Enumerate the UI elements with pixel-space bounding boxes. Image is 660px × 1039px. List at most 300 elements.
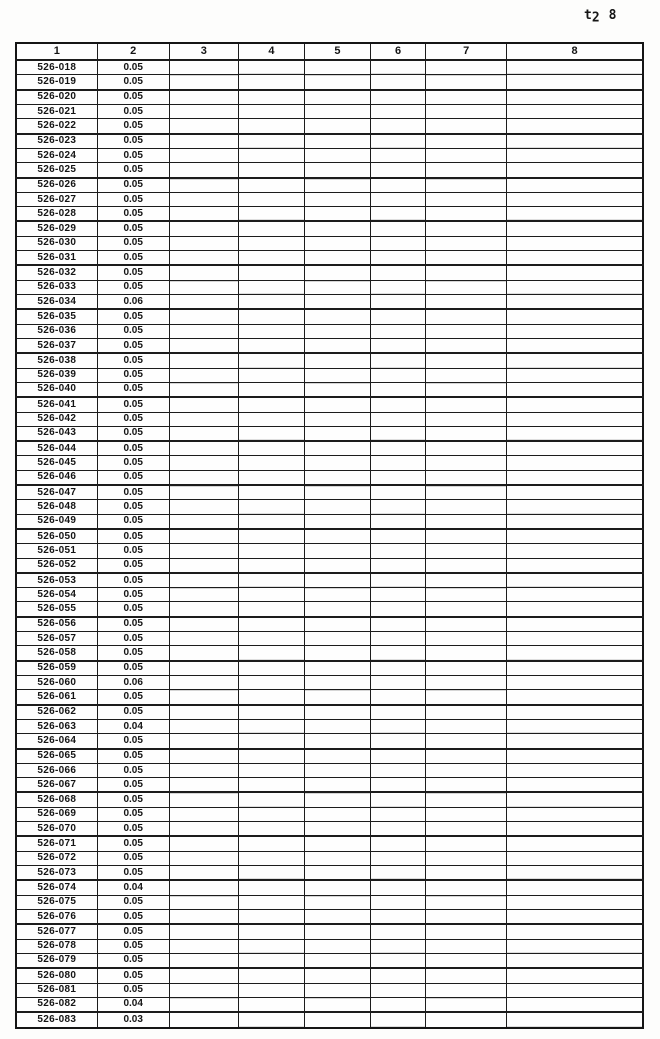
empty-cell	[371, 690, 426, 705]
empty-cell	[304, 236, 370, 250]
empty-cell	[238, 382, 304, 397]
empty-cell	[371, 880, 426, 895]
table-row	[16, 485, 643, 500]
value-cell: 0.05	[97, 207, 169, 222]
empty-cell	[426, 544, 507, 558]
empty-cell	[169, 324, 238, 338]
empty-cell	[238, 895, 304, 909]
empty-cell	[507, 558, 643, 573]
empty-cell	[238, 602, 304, 617]
empty-cell	[371, 807, 426, 821]
empty-cell	[304, 983, 370, 997]
empty-cell	[238, 1012, 304, 1028]
page-corner-label	[584, 8, 617, 26]
empty-cell	[426, 924, 507, 939]
table-row	[16, 734, 643, 749]
table-row	[16, 749, 643, 764]
empty-cell	[238, 265, 304, 280]
empty-cell	[304, 602, 370, 617]
empty-cell	[426, 749, 507, 764]
column-header-7: 7	[426, 43, 507, 60]
table-row	[16, 602, 643, 617]
value-cell: 0.05	[97, 368, 169, 382]
empty-cell	[371, 939, 426, 953]
empty-cell	[169, 880, 238, 895]
table-row	[16, 632, 643, 646]
table-row	[16, 617, 643, 632]
empty-cell	[169, 997, 238, 1012]
empty-cell	[169, 221, 238, 236]
empty-cell	[169, 865, 238, 880]
empty-cell	[371, 149, 426, 163]
sample-id-cell: 526-027	[16, 192, 97, 206]
value-cell: 0.05	[97, 309, 169, 324]
sample-id-cell: 526-067	[16, 778, 97, 793]
empty-cell	[169, 280, 238, 294]
empty-cell	[238, 280, 304, 294]
empty-cell	[371, 134, 426, 149]
empty-cell	[238, 792, 304, 807]
empty-cell	[507, 309, 643, 324]
table-row	[16, 368, 643, 382]
empty-cell	[238, 368, 304, 382]
empty-cell	[507, 822, 643, 837]
empty-cell	[238, 749, 304, 764]
table-row	[16, 646, 643, 661]
sample-id-cell: 526-019	[16, 75, 97, 90]
empty-cell	[426, 134, 507, 149]
empty-cell	[304, 251, 370, 266]
value-cell: 0.05	[97, 500, 169, 514]
empty-cell	[169, 719, 238, 733]
empty-cell	[371, 983, 426, 997]
table-row	[16, 412, 643, 426]
value-cell: 0.05	[97, 178, 169, 193]
empty-cell	[304, 778, 370, 793]
table-row	[16, 236, 643, 250]
empty-cell	[507, 149, 643, 163]
value-cell: 0.05	[97, 134, 169, 149]
empty-cell	[426, 792, 507, 807]
empty-cell	[371, 456, 426, 470]
empty-cell	[507, 705, 643, 720]
empty-cell	[507, 778, 643, 793]
empty-cell	[304, 470, 370, 485]
table-row	[16, 426, 643, 441]
empty-cell	[371, 163, 426, 178]
value-cell: 0.05	[97, 338, 169, 353]
empty-cell	[238, 207, 304, 222]
empty-cell	[371, 90, 426, 105]
empty-cell	[371, 865, 426, 880]
empty-cell	[371, 763, 426, 777]
value-cell: 0.05	[97, 149, 169, 163]
empty-cell	[304, 851, 370, 865]
empty-cell	[169, 573, 238, 588]
sample-id-cell: 526-038	[16, 353, 97, 368]
empty-cell	[507, 734, 643, 749]
empty-cell	[238, 617, 304, 632]
empty-cell	[371, 426, 426, 441]
empty-cell	[238, 90, 304, 105]
empty-cell	[238, 719, 304, 733]
value-cell: 0.05	[97, 588, 169, 602]
empty-cell	[426, 119, 507, 134]
empty-cell	[304, 207, 370, 222]
empty-cell	[371, 412, 426, 426]
table-row	[16, 997, 643, 1012]
empty-cell	[304, 485, 370, 500]
empty-cell	[304, 792, 370, 807]
table-row	[16, 456, 643, 470]
empty-cell	[426, 178, 507, 193]
empty-cell	[238, 441, 304, 456]
value-cell: 0.05	[97, 763, 169, 777]
table-row	[16, 163, 643, 178]
value-cell: 0.05	[97, 485, 169, 500]
sample-id-cell: 526-048	[16, 500, 97, 514]
value-cell: 0.05	[97, 851, 169, 865]
empty-cell	[169, 500, 238, 514]
value-cell: 0.05	[97, 836, 169, 851]
empty-cell	[304, 514, 370, 529]
value-cell: 0.05	[97, 939, 169, 953]
empty-cell	[371, 353, 426, 368]
empty-cell	[371, 500, 426, 514]
empty-cell	[426, 236, 507, 250]
empty-cell	[169, 617, 238, 632]
value-cell: 0.05	[97, 983, 169, 997]
empty-cell	[169, 178, 238, 193]
empty-cell	[426, 953, 507, 968]
empty-cell	[426, 368, 507, 382]
empty-cell	[426, 968, 507, 983]
empty-cell	[169, 836, 238, 851]
empty-cell	[238, 705, 304, 720]
empty-cell	[507, 163, 643, 178]
value-cell: 0.05	[97, 412, 169, 426]
sample-id-cell: 526-042	[16, 412, 97, 426]
empty-cell	[426, 895, 507, 909]
empty-cell	[426, 75, 507, 90]
table-row	[16, 192, 643, 206]
sample-id-cell: 526-064	[16, 734, 97, 749]
table-row	[16, 470, 643, 485]
empty-cell	[371, 60, 426, 75]
empty-cell	[507, 690, 643, 705]
empty-cell	[371, 646, 426, 661]
empty-cell	[507, 90, 643, 105]
empty-cell	[304, 149, 370, 163]
empty-cell	[169, 207, 238, 222]
empty-cell	[304, 294, 370, 309]
empty-cell	[238, 353, 304, 368]
value-cell: 0.05	[97, 470, 169, 485]
table-row	[16, 324, 643, 338]
empty-cell	[304, 690, 370, 705]
column-header-2: 2	[97, 43, 169, 60]
sample-id-cell: 526-044	[16, 441, 97, 456]
empty-cell	[426, 865, 507, 880]
sample-id-cell: 526-058	[16, 646, 97, 661]
sample-id-cell: 526-024	[16, 149, 97, 163]
sample-id-cell: 526-063	[16, 719, 97, 733]
table-row	[16, 178, 643, 193]
empty-cell	[371, 119, 426, 134]
empty-cell	[426, 558, 507, 573]
empty-cell	[426, 880, 507, 895]
empty-cell	[304, 909, 370, 924]
value-cell: 0.05	[97, 90, 169, 105]
empty-cell	[238, 178, 304, 193]
empty-cell	[426, 265, 507, 280]
empty-cell	[169, 1012, 238, 1028]
value-cell: 0.05	[97, 749, 169, 764]
column-header-4: 4	[238, 43, 304, 60]
empty-cell	[371, 368, 426, 382]
empty-cell	[371, 470, 426, 485]
empty-cell	[426, 280, 507, 294]
empty-cell	[371, 968, 426, 983]
empty-cell	[169, 968, 238, 983]
value-cell: 0.05	[97, 456, 169, 470]
empty-cell	[238, 470, 304, 485]
empty-cell	[304, 90, 370, 105]
empty-cell	[371, 705, 426, 720]
empty-cell	[371, 822, 426, 837]
empty-cell	[507, 324, 643, 338]
empty-cell	[304, 75, 370, 90]
empty-cell	[371, 632, 426, 646]
value-cell: 0.05	[97, 822, 169, 837]
table-row	[16, 149, 643, 163]
empty-cell	[426, 983, 507, 997]
empty-cell	[304, 646, 370, 661]
table-row	[16, 251, 643, 266]
sample-id-cell: 526-072	[16, 851, 97, 865]
table-row	[16, 441, 643, 456]
sample-id-cell: 526-020	[16, 90, 97, 105]
sample-id-cell: 526-030	[16, 236, 97, 250]
empty-cell	[426, 807, 507, 821]
empty-cell	[238, 412, 304, 426]
sample-id-cell: 526-022	[16, 119, 97, 134]
empty-cell	[238, 953, 304, 968]
empty-cell	[169, 382, 238, 397]
empty-cell	[507, 646, 643, 661]
empty-cell	[169, 265, 238, 280]
sample-id-cell: 526-081	[16, 983, 97, 997]
table-row	[16, 294, 643, 309]
empty-cell	[371, 836, 426, 851]
table-row	[16, 60, 643, 75]
table-row	[16, 822, 643, 837]
empty-cell	[426, 763, 507, 777]
table-row	[16, 1012, 643, 1028]
sample-id-cell: 526-075	[16, 895, 97, 909]
table-row	[16, 338, 643, 353]
empty-cell	[426, 412, 507, 426]
empty-cell	[169, 807, 238, 821]
empty-cell	[169, 602, 238, 617]
empty-cell	[304, 676, 370, 690]
column-header-8: 8	[507, 43, 643, 60]
empty-cell	[238, 529, 304, 544]
empty-cell	[371, 734, 426, 749]
empty-cell	[507, 353, 643, 368]
sample-id-cell: 526-076	[16, 909, 97, 924]
sample-id-cell: 526-032	[16, 265, 97, 280]
empty-cell	[169, 192, 238, 206]
empty-cell	[238, 661, 304, 676]
empty-cell	[238, 573, 304, 588]
corner-label-number: 8	[608, 8, 617, 23]
sample-id-cell: 526-082	[16, 997, 97, 1012]
empty-cell	[169, 163, 238, 178]
empty-cell	[371, 485, 426, 500]
empty-cell	[371, 75, 426, 90]
empty-cell	[507, 880, 643, 895]
empty-cell	[238, 294, 304, 309]
empty-cell	[169, 544, 238, 558]
table-row	[16, 661, 643, 676]
empty-cell	[169, 412, 238, 426]
empty-cell	[507, 441, 643, 456]
empty-cell	[371, 617, 426, 632]
empty-cell	[426, 602, 507, 617]
column-header-3: 3	[169, 43, 238, 60]
empty-cell	[238, 514, 304, 529]
value-cell: 0.05	[97, 60, 169, 75]
value-cell: 0.03	[97, 1012, 169, 1028]
table-row	[16, 705, 643, 720]
empty-cell	[169, 309, 238, 324]
empty-cell	[371, 558, 426, 573]
empty-cell	[304, 924, 370, 939]
value-cell: 0.05	[97, 105, 169, 119]
table-row	[16, 851, 643, 865]
table-row	[16, 529, 643, 544]
empty-cell	[371, 280, 426, 294]
empty-cell	[371, 514, 426, 529]
sample-id-cell: 526-069	[16, 807, 97, 821]
empty-cell	[371, 192, 426, 206]
empty-cell	[371, 221, 426, 236]
table-row	[16, 544, 643, 558]
empty-cell	[426, 822, 507, 837]
empty-cell	[426, 734, 507, 749]
table-header	[16, 43, 643, 60]
empty-cell	[238, 690, 304, 705]
column-header-1: 1	[16, 43, 97, 60]
empty-cell	[426, 690, 507, 705]
value-cell: 0.05	[97, 602, 169, 617]
value-cell: 0.04	[97, 997, 169, 1012]
empty-cell	[169, 470, 238, 485]
empty-cell	[507, 632, 643, 646]
empty-cell	[507, 749, 643, 764]
empty-cell	[371, 676, 426, 690]
empty-cell	[169, 749, 238, 764]
table-row	[16, 953, 643, 968]
sample-id-cell: 526-055	[16, 602, 97, 617]
empty-cell	[169, 119, 238, 134]
table-row	[16, 880, 643, 895]
empty-cell	[238, 880, 304, 895]
empty-cell	[238, 968, 304, 983]
empty-cell	[426, 997, 507, 1012]
value-cell: 0.05	[97, 895, 169, 909]
value-cell: 0.05	[97, 865, 169, 880]
value-cell: 0.05	[97, 119, 169, 134]
empty-cell	[371, 105, 426, 119]
sample-id-cell: 526-037	[16, 338, 97, 353]
empty-cell	[507, 192, 643, 206]
empty-cell	[304, 705, 370, 720]
table-row	[16, 588, 643, 602]
empty-cell	[426, 909, 507, 924]
value-cell: 0.04	[97, 719, 169, 733]
table-row	[16, 75, 643, 90]
empty-cell	[238, 822, 304, 837]
empty-cell	[238, 865, 304, 880]
empty-cell	[169, 441, 238, 456]
empty-cell	[371, 924, 426, 939]
value-cell: 0.05	[97, 544, 169, 558]
empty-cell	[426, 163, 507, 178]
empty-cell	[426, 441, 507, 456]
empty-cell	[426, 382, 507, 397]
empty-cell	[238, 60, 304, 75]
table-row	[16, 105, 643, 119]
empty-cell	[507, 807, 643, 821]
sample-id-cell: 526-073	[16, 865, 97, 880]
empty-cell	[238, 221, 304, 236]
empty-cell	[371, 1012, 426, 1028]
sample-id-cell: 526-057	[16, 632, 97, 646]
table-body	[16, 60, 643, 1028]
empty-cell	[371, 588, 426, 602]
empty-cell	[507, 968, 643, 983]
empty-cell	[507, 294, 643, 309]
empty-cell	[169, 294, 238, 309]
sample-id-cell: 526-083	[16, 1012, 97, 1028]
empty-cell	[238, 558, 304, 573]
empty-cell	[169, 149, 238, 163]
empty-cell	[238, 426, 304, 441]
empty-cell	[238, 134, 304, 149]
table-row	[16, 280, 643, 294]
empty-cell	[304, 60, 370, 75]
empty-cell	[371, 749, 426, 764]
sample-id-cell: 526-060	[16, 676, 97, 690]
empty-cell	[304, 324, 370, 338]
value-cell: 0.05	[97, 778, 169, 793]
empty-cell	[304, 807, 370, 821]
empty-cell	[238, 909, 304, 924]
empty-cell	[371, 851, 426, 865]
empty-cell	[371, 338, 426, 353]
empty-cell	[304, 997, 370, 1012]
empty-cell	[169, 895, 238, 909]
empty-cell	[169, 983, 238, 997]
sample-id-cell: 526-059	[16, 661, 97, 676]
empty-cell	[371, 265, 426, 280]
empty-cell	[304, 953, 370, 968]
empty-cell	[426, 397, 507, 412]
empty-cell	[304, 353, 370, 368]
sample-id-cell: 526-077	[16, 924, 97, 939]
